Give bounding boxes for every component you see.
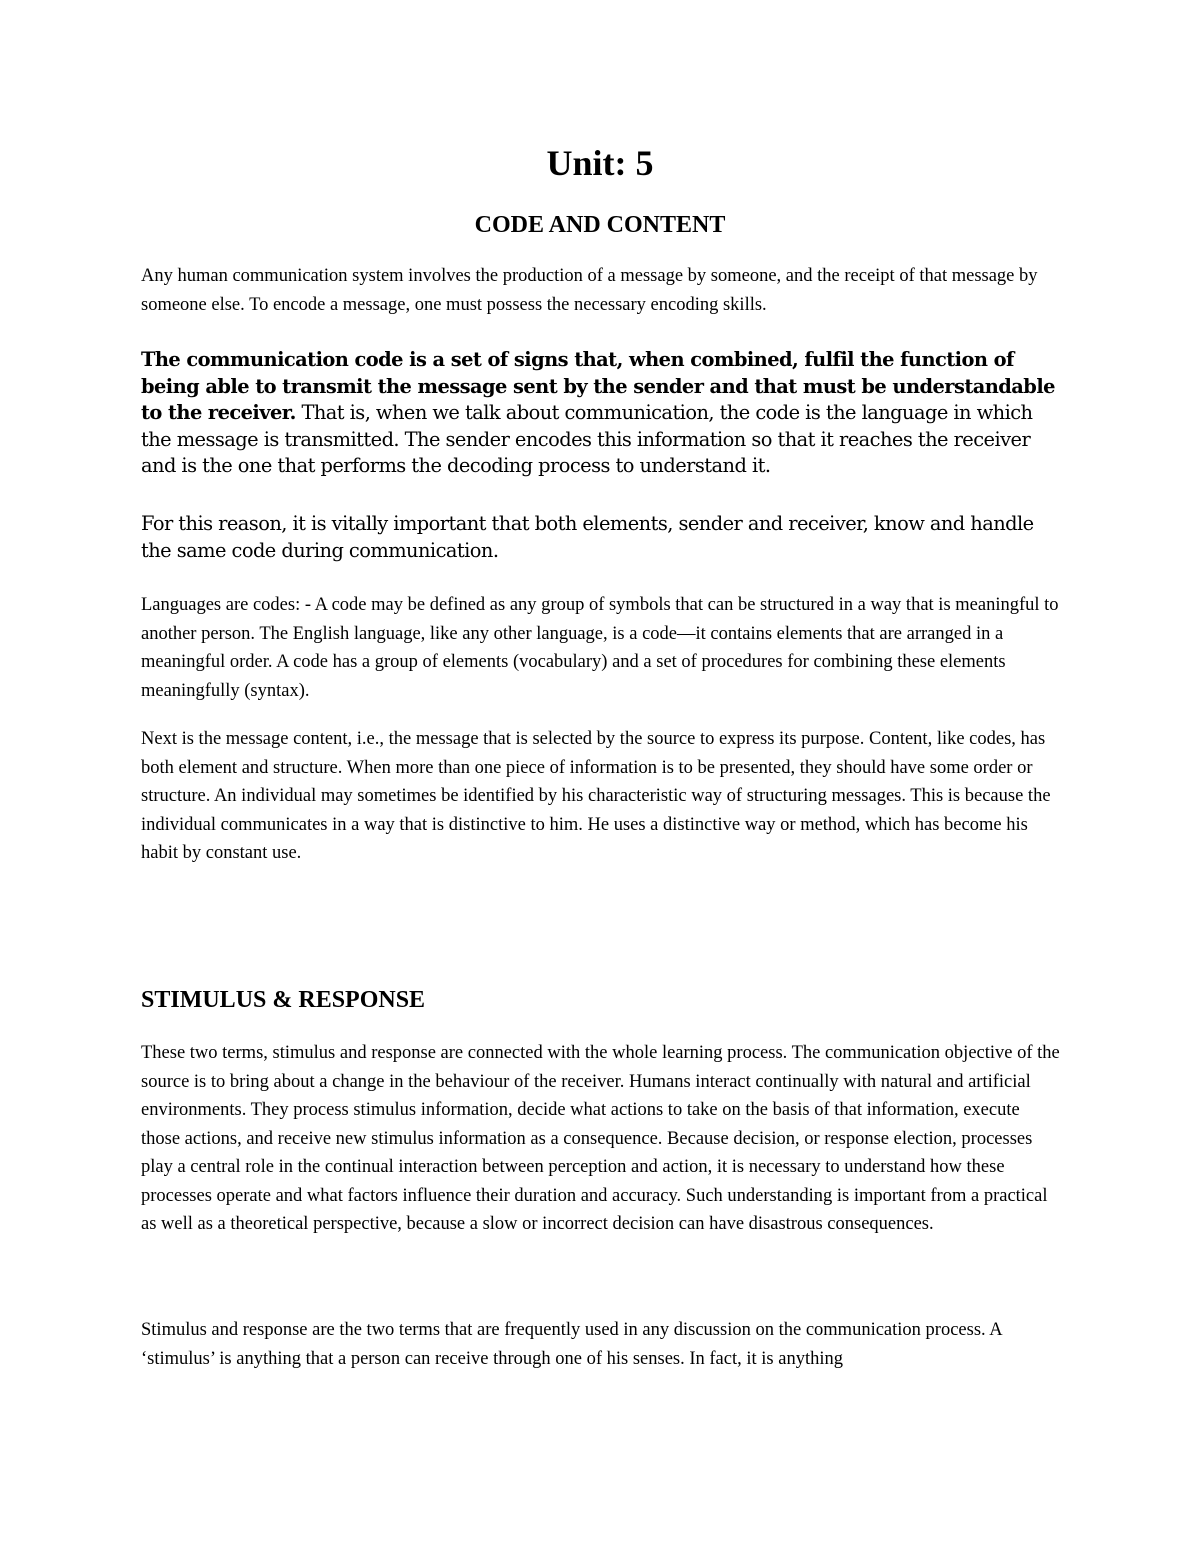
section-heading-stimulus-response: STIMULUS & RESPONSE <box>141 987 426 1013</box>
communication-code-definition: The communication code is a set of signs that, when combined, fulfil the function of being able to transmit the message sent by the sender and that must be understandable to the receiver. <box>141 348 1055 424</box>
paragraph-learning-process: These two terms, stimulus and response are connected with the whole learning process. The communication objective of the source is to bring about a change in the behaviour of the receiver. Humans interact continually with natural and artificial environments. They process stimulus information, decide what actions to take on the basis of that information, execute those actions, and receive new stimulus information as a consequence. Because decision, or response election, processes play a central role in the continual interaction between perception and action, it is necessary to understand how these processes operate and what factors influence their duration and accuracy. Such understanding is important from a practical as well as a theoretical perspective, because a slow or incorrect decision can have disastrous consequences. <box>141 1043 1060 1234</box>
section-heading-code-and-content: CODE AND CONTENT <box>474 212 726 238</box>
paragraph-message-content: Next is the message content, i.e., the message that is selected by the source to express its purpose. Content, like codes, has both element and structure. When more than one piece of information is to be presented, they should have some order or structure. An individual may sometimes be identified by his characteristic way of structuring messages. This is because the individual communicates in a way that is distinctive to him. He uses a distinctive way or method, which has become his habit by constant use. <box>141 729 1051 863</box>
unit-title: Unit: 5 <box>546 143 654 183</box>
paragraph-communication-system: Any human communication system involves the production of a message by someone, and the receipt of that message by someone else. To encode a message, one must possess the necessary encoding skills. <box>141 266 1038 315</box>
paragraph-same-code: For this reason, it is vitally important that both elements, sender and receiver, know and handle the same code during communication. <box>141 512 1034 562</box>
paragraph-communication-code <box>141 347 1061 480</box>
paragraph-stimulus-definition: Stimulus and response are the two terms that are frequently used in any discussion on the communication process. A ‘stimulus’ is anything that a person can receive through one of his senses. In fact, it is anything <box>141 1320 1002 1369</box>
paragraph-languages-are-codes: Languages are codes: - A code may be defined as any group of symbols that can be structured in a way that is meaningful to another person. The English language, like any other language, is a code—it contains elements that are arranged in a meaningful order. A code has a group of elements (vocabulary) and a set of procedures for combining these elements meaningfully (syntax). <box>141 595 1059 701</box>
communication-code-explanation: That is, when we talk about communication, the code is the language in which the message is transmitted. The sender encodes this information so that it reaches the receiver and is the one that performs the decoding process to understand it. <box>141 401 1033 477</box>
